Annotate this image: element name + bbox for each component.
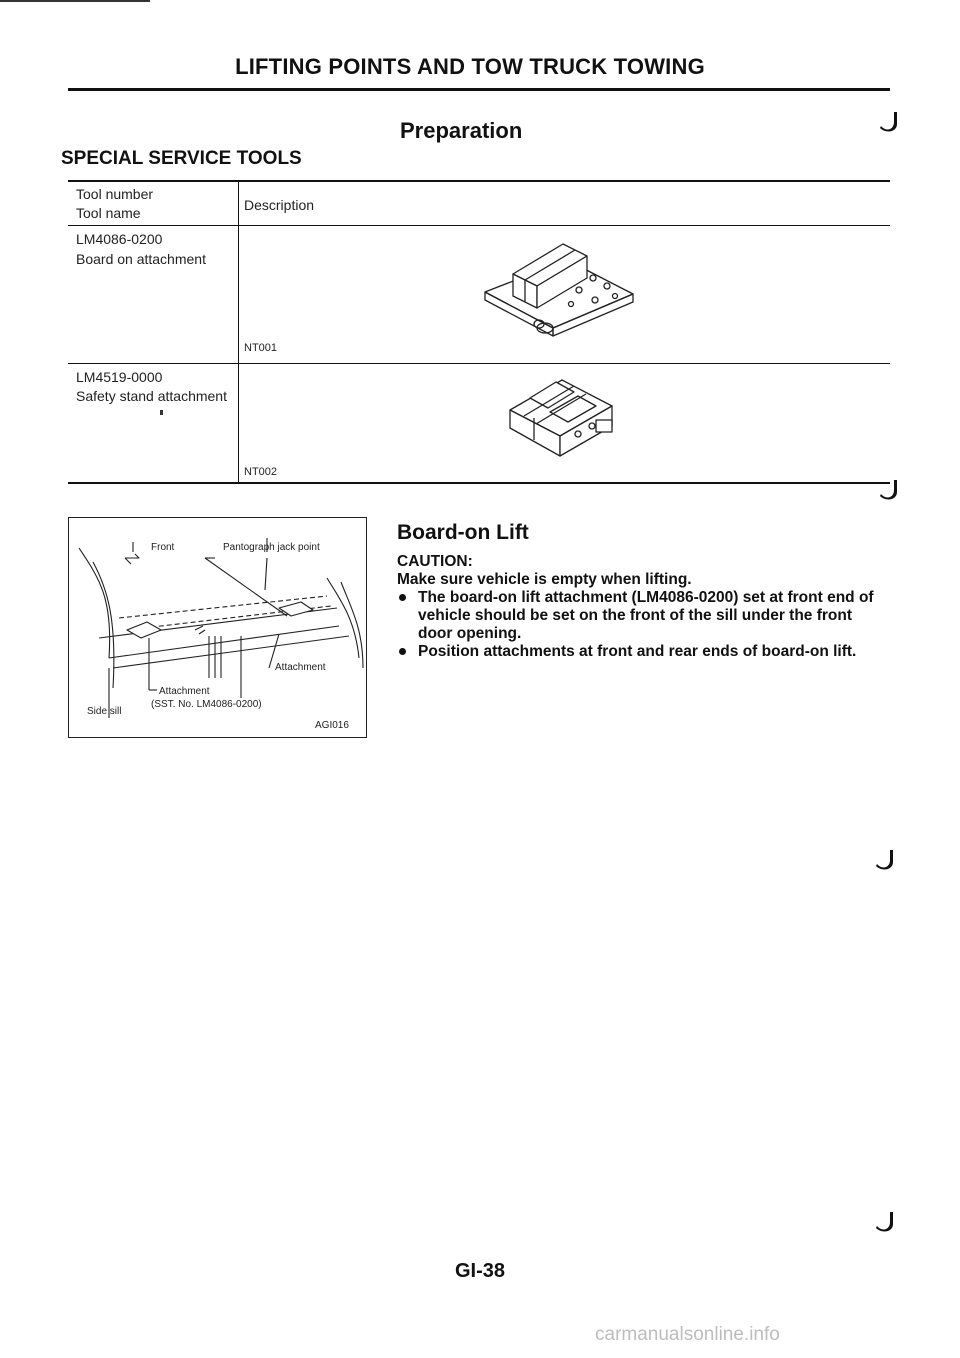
stray-mark	[160, 410, 163, 415]
row2-figure-code: NT002	[244, 466, 278, 478]
table-header-col1-line1: Tool number	[76, 186, 154, 202]
row1-tool-name: Board on attachment	[76, 251, 206, 267]
page-number: GI-38	[454, 1260, 506, 1282]
table-header-rule	[68, 225, 890, 226]
row2-tool-number: LM4519-0000	[76, 369, 163, 385]
table-header-col2: Description	[244, 197, 315, 213]
board-on-lift-diagram	[68, 517, 367, 738]
list-item: Position attachments at front and rear ends of board-on lift.	[397, 643, 887, 661]
table-row-rule	[68, 363, 890, 364]
list-item: The board-on lift attachment (LM4086-0200) set at front end of vehicle should be set on the front of the sill under the front door opening.	[397, 589, 887, 643]
margin-check-mark-icon	[878, 110, 900, 134]
margin-check-mark-icon	[878, 478, 900, 502]
title-rule	[68, 88, 890, 91]
page-title: LIFTING POINTS AND TOW TRUCK TOWING	[235, 54, 705, 79]
instruction-list	[397, 589, 887, 661]
row1-figure-code: NT001	[244, 342, 278, 354]
board-on-lift-heading: Board-on Lift	[397, 521, 529, 544]
table-header-col1-line2: Tool name	[76, 205, 141, 221]
diagram-label-front: Front	[151, 542, 175, 553]
row2-tool-name: Safety stand attachment	[76, 388, 227, 404]
diagram-label-attachment-right: Attachment	[275, 662, 326, 673]
caution-label: CAUTION:	[397, 553, 473, 570]
diagram-label-attachment-left: Attachment	[159, 686, 210, 697]
diagram-label-sst: (SST. No. LM4086-0200)	[151, 699, 262, 710]
top-edge-rule	[0, 0, 150, 2]
table-bottom-rule	[68, 482, 890, 484]
caution-text: Make sure vehicle is empty when lifting.	[397, 571, 692, 588]
margin-check-mark-icon	[874, 1210, 896, 1234]
safety-stand-attachment-illustration	[500, 364, 625, 464]
bullet-icon	[399, 648, 406, 655]
board-on-attachment-illustration	[475, 230, 640, 340]
section-subtitle: SPECIAL SERVICE TOOLS	[61, 148, 302, 169]
diagram-label-side-sill: Side sill	[87, 706, 122, 717]
diagram-code: AGI016	[315, 720, 349, 731]
section-title: Preparation	[400, 118, 523, 143]
watermark: carmanualsonline.info	[595, 1324, 780, 1345]
table-top-rule	[68, 180, 890, 182]
diagram-label-pantograph: Pantograph jack point	[223, 542, 320, 553]
margin-check-mark-icon	[874, 848, 896, 872]
board-on-lift-body	[397, 553, 887, 661]
bullet-icon	[399, 594, 406, 601]
row1-tool-number: LM4086-0200	[76, 231, 163, 247]
